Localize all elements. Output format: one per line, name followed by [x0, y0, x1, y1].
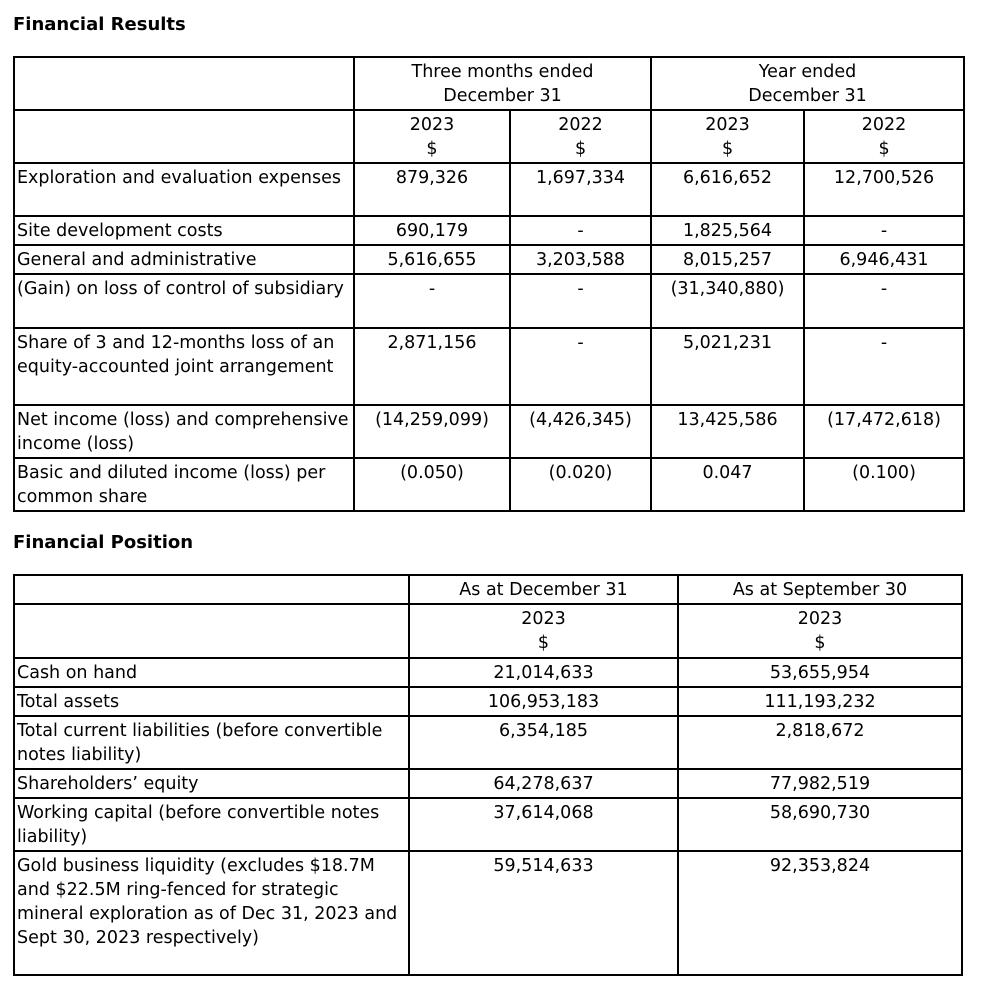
- group-header: As at December 31: [409, 575, 678, 604]
- row-value: (0.050): [354, 458, 510, 511]
- row-value: 690,179: [354, 216, 510, 245]
- financial-results-title: Financial Results: [13, 14, 186, 35]
- row-label: General and administrative: [14, 245, 354, 274]
- row-value: -: [804, 328, 964, 405]
- row-label: Working capital (before convertible notes liability): [14, 798, 409, 851]
- row-value: 77,982,519: [678, 769, 962, 798]
- row-value: 64,278,637: [409, 769, 678, 798]
- row-value: 37,614,068: [409, 798, 678, 851]
- row-value: 13,425,586: [651, 405, 804, 458]
- row-value: 59,514,633: [409, 851, 678, 975]
- group-header: As at September 30: [678, 575, 962, 604]
- table-row: [14, 163, 964, 216]
- row-label: Gold business liquidity (excludes $18.7M and $22.5M ring-fenced for strategic mineral exploration as of Dec 31, 2023 and Sept 30, 2023 respectively): [14, 851, 409, 975]
- row-value: 21,014,633: [409, 658, 678, 687]
- table-row: [14, 328, 964, 405]
- year-label: 2023: [409, 115, 455, 135]
- table-row: [14, 769, 962, 798]
- row-value: 6,354,185: [409, 716, 678, 769]
- table-row: [14, 658, 962, 687]
- row-value: -: [510, 274, 651, 328]
- header-blank: [14, 604, 409, 658]
- row-label: Shareholders’ equity: [14, 769, 409, 798]
- table-row: [14, 716, 962, 769]
- row-value: 3,203,588: [510, 245, 651, 274]
- currency-label: $: [574, 139, 587, 159]
- row-label: Cash on hand: [14, 658, 409, 687]
- financial-results-table: [13, 56, 965, 512]
- row-value: 5,021,231: [651, 328, 804, 405]
- header-blank: [14, 57, 354, 110]
- year-header: [678, 604, 962, 658]
- table-row: [14, 851, 962, 975]
- row-label: Share of 3 and 12-months loss of an equity-accounted joint arrangement: [14, 328, 354, 405]
- year-label: 2023: [797, 609, 843, 629]
- header-blank: [14, 575, 409, 604]
- row-value: 53,655,954: [678, 658, 962, 687]
- currency-label: $: [814, 633, 826, 653]
- row-value: 12,700,526: [804, 163, 964, 216]
- row-value: 6,946,431: [804, 245, 964, 274]
- row-value: 2,818,672: [678, 716, 962, 769]
- year-header: [651, 110, 804, 163]
- row-value: -: [510, 328, 651, 405]
- row-value: (31,340,880): [651, 274, 804, 328]
- year-header: [804, 110, 964, 163]
- row-label: Site development costs: [14, 216, 354, 245]
- row-value: (0.020): [510, 458, 651, 511]
- currency-label: $: [721, 139, 734, 159]
- table-row: [14, 798, 962, 851]
- row-label: Basic and diluted income (loss) per common share: [14, 458, 354, 511]
- year-label: 2023: [705, 115, 750, 135]
- row-label: Total assets: [14, 687, 409, 716]
- year-header: [510, 110, 651, 163]
- row-value: (14,259,099): [354, 405, 510, 458]
- row-value: 879,326: [354, 163, 510, 216]
- group-header: Three months ended December 31: [354, 57, 651, 110]
- row-value: -: [510, 216, 651, 245]
- row-value: 1,697,334: [510, 163, 651, 216]
- row-value: (17,472,618): [804, 405, 964, 458]
- row-value: -: [804, 216, 964, 245]
- row-value: 5,616,655: [354, 245, 510, 274]
- row-label: Net income (loss) and comprehensive income (loss): [14, 405, 354, 458]
- row-value: 2,871,156: [354, 328, 510, 405]
- row-value: (4,426,345): [510, 405, 651, 458]
- table-row: [14, 216, 964, 245]
- financial-position-table: [13, 574, 963, 976]
- row-label: (Gain) on loss of control of subsidiary: [14, 274, 354, 328]
- row-value: 1,825,564: [651, 216, 804, 245]
- row-label: Exploration and evaluation expenses: [14, 163, 354, 216]
- row-value: 111,193,232: [678, 687, 962, 716]
- currency-label: $: [426, 139, 438, 159]
- row-value: 8,015,257: [651, 245, 804, 274]
- year-header: [354, 110, 510, 163]
- header-blank: [14, 110, 354, 163]
- year-label: 2023: [521, 609, 566, 629]
- table-row: [14, 405, 964, 458]
- table-row: [14, 274, 964, 328]
- currency-label: $: [878, 139, 890, 159]
- group-header: Year ended December 31: [651, 57, 964, 110]
- currency-label: $: [537, 633, 550, 653]
- row-value: -: [354, 274, 510, 328]
- table-row: [14, 245, 964, 274]
- table-row: [14, 458, 964, 511]
- financial-position-title: Financial Position: [13, 532, 194, 553]
- row-value: 106,953,183: [409, 687, 678, 716]
- row-value: (0.100): [804, 458, 964, 511]
- row-value: 6,616,652: [651, 163, 804, 216]
- year-label: 2022: [558, 115, 603, 135]
- row-value: -: [804, 274, 964, 328]
- row-label: Total current liabilities (before convertible notes liability): [14, 716, 409, 769]
- row-value: 92,353,824: [678, 851, 962, 975]
- table-row: [14, 687, 962, 716]
- row-value: 58,690,730: [678, 798, 962, 851]
- year-header: [409, 604, 678, 658]
- row-value: 0.047: [651, 458, 804, 511]
- year-label: 2022: [861, 115, 907, 135]
